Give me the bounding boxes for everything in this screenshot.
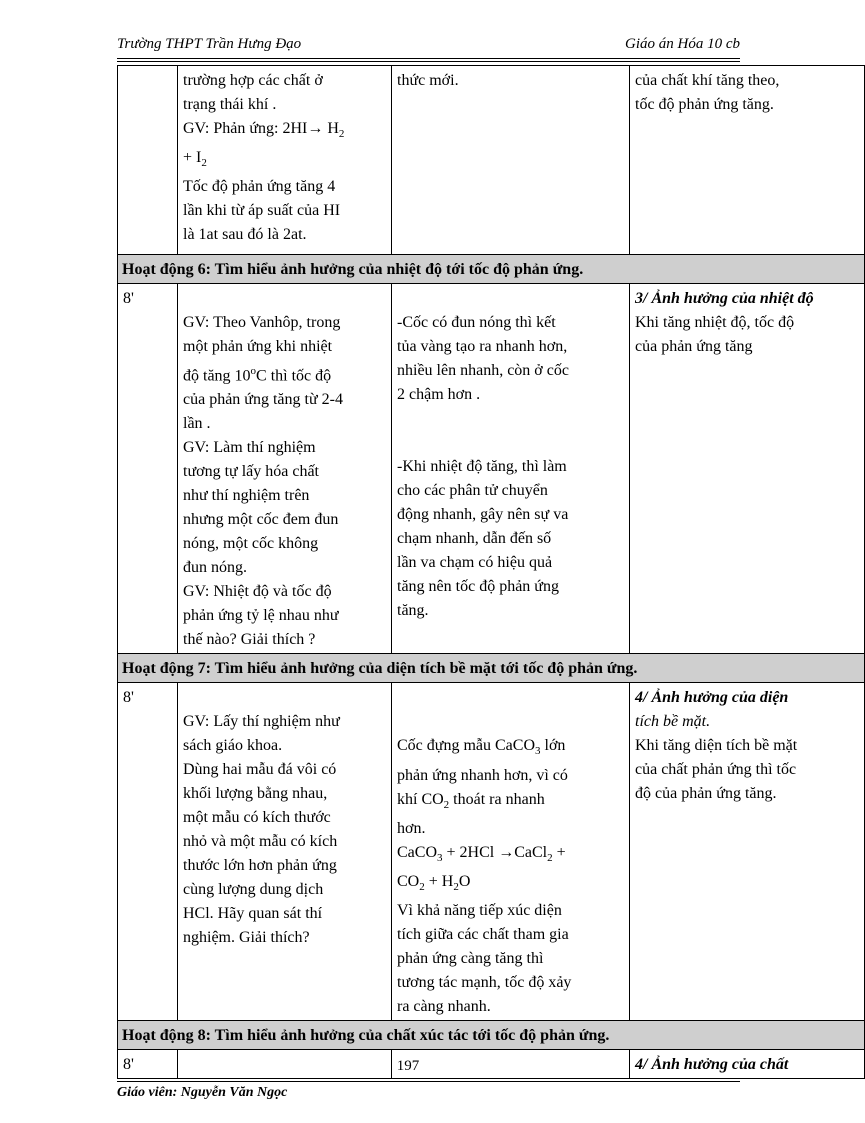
time-cell [118, 66, 178, 255]
teacher-cell: GV: Theo Vanhôp, trong một phản ứng khi nhiệt độ tăng 10$^o$C thì tốc độ của phản ứng tăng từ 2-4 lần . GV: Làm thí nghiệm tương tự lấy hóa chất như thí nghiệm trên nhưng một cốc đem đun nóng, một cốc không đun nóng. GV: Nhiệt độ và tốc độ phản ứng tỷ lệ nhau như thế nào? Giải thích ? [178, 284, 392, 654]
activity-7-row [118, 654, 865, 683]
student-cell: -Cốc có đun nóng thì kết tủa vàng tạo ra nhanh hơn, nhiều lên nhanh, còn ở cốc 2 chậm hơn . -Khi nhiệt độ tăng, thì làm cho các phân tử chuyển động nhanh, gây nên sự va chạm nhanh, dẫn đến số lần va chạm có hiệu quả tăng nên tốc độ phản ứng tăng. [392, 284, 630, 654]
teacher-cell: GV: Lấy thí nghiệm như sách giáo khoa. Dùng hai mẫu đá vôi có khối lượng bằng nhau, một mẫu có kích thước nhỏ và một mẫu có kích thước lớn hơn phản ứng cùng lượng dung dịch HCl. Hãy quan sát thí nghiệm. Giải thích? [178, 683, 392, 1021]
time-cell: 8' [118, 683, 178, 1021]
reaction-products: $CO_2 + H_2O$ [397, 872, 471, 894]
co2-line: khí $CO_2$ thoát ra nhanh [397, 790, 545, 811]
student-cell: thức mới. [392, 66, 630, 255]
school-name: Trường THPT Trần Hưng Đạo [117, 36, 302, 52]
footer-rule [117, 1078, 740, 1079]
student-cell: Cốc đựng mẫu CaCO$_3$ lớn phản ứng nhanh hơn, vì có khí $CO_2$ thoát ra nhanh hơn. CaCO$_3$ + 2HCl →CaCl$_2$ + $CO_2 + H_2O$ Vì khả năng tiếp xúc diện tích giữa các chất tham gia phản ứng càng tăng thì tương tác mạnh, tốc độ xảy ra càng nhanh. [392, 683, 630, 1021]
lesson-table [117, 65, 865, 1079]
activity-heading: Hoạt động 6: Tìm hiểu ảnh hưởng của nhiệt độ tới tốc độ phản ứng. [118, 255, 865, 284]
teacher-cell: trường hợp các chất ở trạng thái khí . GV: Phản ứng: $2HI\to H_2$ + $I_2$ Tốc độ phản ứng tăng 4 lần khi từ áp suất của HI là 1at sau đó là 2at. [178, 66, 392, 255]
footer-rule-2 [117, 1081, 740, 1082]
activity-6-row [118, 255, 865, 284]
table-row [118, 284, 865, 654]
page-number: 197 [396, 1058, 420, 1074]
document-title: Giáo án Hóa 10 cb [625, 36, 740, 52]
temperature-line: độ tăng 10$^o$C thì tốc độ [183, 365, 332, 385]
table-row [118, 683, 865, 1021]
time-cell: 8' [118, 284, 178, 654]
header-rule-2 [117, 61, 740, 62]
table-row [118, 66, 865, 255]
header-rule [117, 58, 740, 59]
time-cell: 8' [118, 1050, 178, 1079]
content-cell: 3/ Ảnh hưởng của nhiệt độ Khi tăng nhiệt độ, tốc độ của phản ứng tăng [630, 284, 865, 654]
activity-8-row [118, 1021, 865, 1050]
content-cell: 4/ Ảnh hưởng của diện tích bề mặt. Khi tăng diện tích bề mặt của chất phản ứng thì tốc độ của phản ứng tăng. [630, 683, 865, 1021]
activity-heading: Hoạt động 8: Tìm hiểu ảnh hưởng của chất xúc tác tới tốc độ phản ứng. [118, 1021, 865, 1050]
content-cell: 4/ Ảnh hưởng của chất [630, 1050, 865, 1079]
reaction-caco3: CaCO$_3$ + 2HCl →CaCl$_2$ + [397, 843, 566, 864]
reaction-hi: GV: Phản ứng: $2HI\to H_2$ [183, 120, 345, 141]
activity-heading: Hoạt động 7: Tìm hiểu ảnh hưởng của diện tích bề mặt tới tốc độ phản ứng. [118, 654, 865, 683]
page-header [117, 32, 740, 58]
content-cell: của chất khí tăng theo, tốc độ phản ứng tăng. [630, 66, 865, 255]
caco3-line: Cốc đựng mẫu CaCO$_3$ lớn [397, 737, 566, 758]
teacher-name: Giáo viên: Nguyễn Văn Ngọc [117, 1085, 288, 1100]
